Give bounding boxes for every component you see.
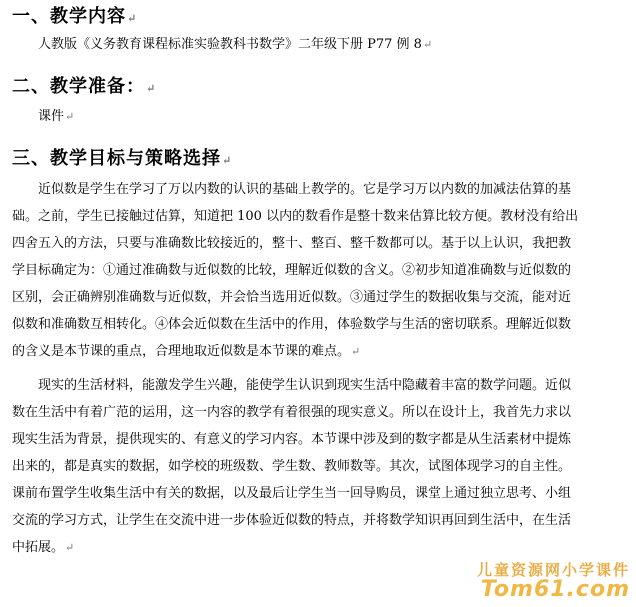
site-watermark	[430, 559, 630, 603]
line-text: 中拓展。	[12, 540, 65, 555]
section-body-content	[38, 35, 626, 55]
paragraph2-line-last	[12, 538, 626, 558]
paragraph2-line: 交流的学习方式，让学生在交流中进一步体验近似数的特点，并将数学知识再回到生活中，在生活	[12, 513, 572, 528]
paragraph1-line: 区别，会正确辨别准确数与近似数，并会恰当选用近似数。③通过学生的数据收集与交流，能对近	[12, 290, 572, 305]
heading-text: 一、教学内容	[12, 6, 126, 27]
paragraph1-line: 似数和准确数互相转化。④体会近似数在生活中的作用，体验数学与生活的密切联系。理解近似数	[12, 317, 572, 332]
heading-text: 三、教学目标与策略选择	[12, 148, 221, 169]
paragraph-mark: ↵	[351, 345, 361, 358]
paragraph1-line-last	[12, 342, 626, 362]
section-body-preparation	[38, 107, 626, 127]
section-heading-content	[12, 2, 137, 28]
paragraph2-line: 现实的生活材料，能激发学生兴趣，能使学生认识到现实生活中隐藏着丰富的数学问题。近似	[38, 378, 572, 393]
paragraph-mark: ↵	[422, 38, 433, 51]
paragraph2-line: 课前布置学生收集生活中有关的数据，以及最后让学生当一回导购员，课堂上通过独立思考、小组	[12, 486, 572, 501]
paragraph-mark: ↵	[127, 12, 138, 25]
paragraph-mark: ↵	[65, 541, 75, 554]
paragraph1-line: 础。之前，学生已接触过估算，知道把 100 以内的数看作是整十数来估算比较方便。教材没有给出	[12, 209, 579, 224]
line-text: 的含义是本节课的重点，合理地取近似数是本节课的难点。	[12, 344, 351, 359]
watermark-title: 儿童资源网小学课件	[476, 561, 630, 579]
section-heading-preparation	[12, 72, 156, 98]
paragraph-mark: ↵	[146, 82, 157, 95]
heading-text: 二、教学准备：	[12, 76, 145, 97]
watermark-logo: Tom61.com	[480, 577, 630, 602]
paragraph2-line: 现实生活为背景，提供现实的、有意义的学习内容。本节课中涉及到的数字都是从生活素材中提炼	[12, 432, 572, 447]
body-text: 人教版《义务教育课程标准实验教科书数学》二年级下册 P77 例 8	[38, 37, 422, 52]
paragraph-mark: ↵	[222, 154, 233, 167]
paragraph1-line: 近似数是学生在学习了万以内数的认识的基础上教学的。它是学习万以内数的加减法估算的基	[38, 182, 572, 197]
section-heading-goals	[12, 144, 232, 170]
paragraph1-line: 学目标确定为：①通过准确数与近似数的比较，理解近似数的含义。②初步知道准确数与近似数的	[12, 263, 572, 278]
paragraph1-line: 四舍五入的方法，只要与准确数比较接近的，整十、整百、整千数都可以。基于以上认识，我把教	[12, 236, 572, 251]
paragraph-mark: ↵	[65, 110, 75, 123]
body-text: 课件	[38, 109, 65, 124]
paragraph2-line: 出来的，都是真实的数据，如学校的班级数、学生数、教师数等。其次，试图体现学习的自主性。	[12, 459, 572, 474]
paragraph2-line: 数在生活中有着广范的运用，这一内容的教学有着很强的现实意义。所以在设计上，我首先力求以	[12, 405, 572, 420]
